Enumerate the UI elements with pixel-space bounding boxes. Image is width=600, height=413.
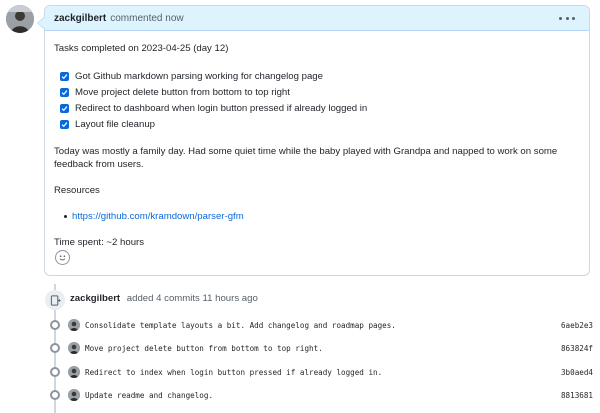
checkbox-icon[interactable]	[60, 120, 69, 129]
kebab-icon[interactable]	[559, 12, 575, 24]
task-item	[54, 69, 580, 83]
event-action: added 4 commits 11 hours ago	[126, 293, 258, 304]
commit-sha[interactable]: 6aeb2e3	[560, 320, 593, 330]
commit-message[interactable]: Redirect to index when login button pressed if already logged in.	[85, 367, 383, 377]
comment-author[interactable]: zackgilbert	[54, 12, 107, 24]
commit-dot-icon	[50, 367, 60, 377]
comment-box	[44, 5, 590, 276]
task-item	[54, 101, 580, 115]
avatar[interactable]	[6, 5, 34, 33]
task-label: Got Github markdown parsing working for changelog page	[75, 70, 323, 82]
avatar[interactable]	[68, 389, 80, 401]
commit-push-icon	[45, 290, 65, 310]
avatar[interactable]	[68, 366, 80, 378]
avatar[interactable]	[68, 319, 80, 331]
comment-action: commented now	[110, 12, 184, 24]
commit-message[interactable]: Move project delete button from bottom to top right.	[85, 343, 323, 353]
checkbox-icon[interactable]	[60, 88, 69, 97]
task-item	[54, 85, 580, 99]
resource-link[interactable]: https://github.com/kramdown/parser-gfm	[72, 211, 244, 222]
resources-label: Resources	[54, 185, 100, 196]
smiley-icon[interactable]	[55, 250, 70, 265]
commit-sha[interactable]: 863824f	[560, 343, 593, 353]
task-label: Redirect to dashboard when login button pressed if already logged in	[75, 102, 368, 114]
event-author[interactable]: zackgilbert	[70, 293, 121, 304]
commit-message[interactable]: Consolidate template layouts a bit. Add changelog and roadmap pages.	[85, 320, 396, 330]
commit-dot-icon	[50, 320, 60, 330]
resource-list-item	[54, 210, 580, 223]
commit-row[interactable]	[47, 364, 595, 380]
task-label: Layout file cleanup	[75, 118, 156, 130]
commit-sha[interactable]: 3b0aed4	[560, 367, 593, 377]
commit-dot-icon	[50, 343, 60, 353]
commit-sha[interactable]: 8813681	[560, 390, 593, 400]
time-spent: Time spent: ~2 hours	[54, 237, 145, 248]
task-item	[54, 117, 580, 131]
comment-paragraph: Today was mostly a family day. Had some quiet time while the baby played with Grandpa and napped to work on some feedback from users.	[54, 146, 558, 170]
commit-message[interactable]: Update readme and changelog.	[85, 390, 214, 400]
commit-row[interactable]	[47, 317, 595, 333]
commit-row[interactable]	[47, 340, 595, 356]
checkbox-icon[interactable]	[60, 104, 69, 113]
task-label: Move project delete button from bottom to top right	[75, 86, 290, 98]
checkbox-icon[interactable]	[60, 72, 69, 81]
commit-row[interactable]	[47, 387, 595, 403]
avatar[interactable]	[68, 342, 80, 354]
comment-body	[45, 31, 589, 249]
comment-header	[45, 6, 589, 31]
comment-title: Tasks completed on 2023-04-25 (day 12)	[54, 43, 229, 54]
timeline-event	[70, 293, 258, 304]
commit-dot-icon	[50, 390, 60, 400]
